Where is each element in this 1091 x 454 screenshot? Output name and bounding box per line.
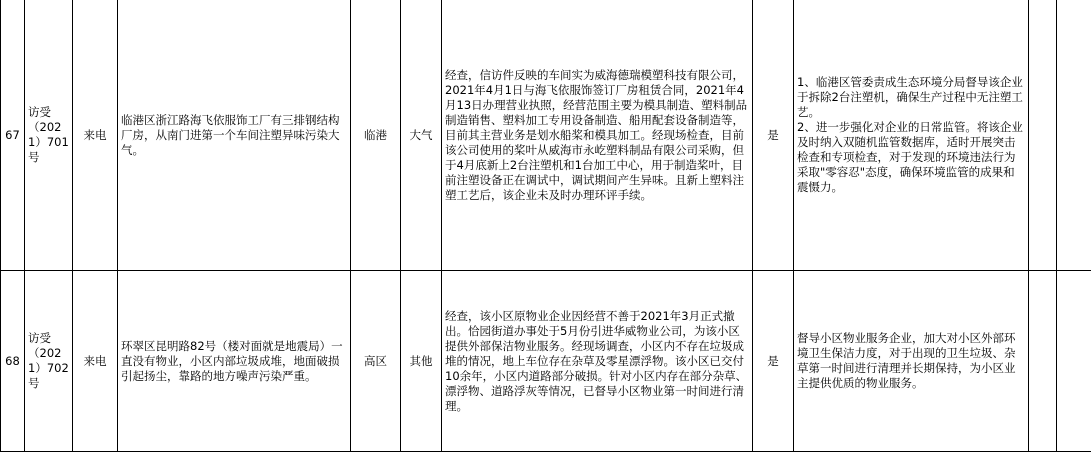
table-row [1, 0, 1091, 271]
case-channel: 来电 [73, 271, 118, 452]
case-source: 访受（2021）701号 [25, 0, 73, 271]
investigation-result: 经查，该小区原物业企业因经营不善于2021年3月正式撤出。恰园街道办事处于5月份引进华威物业公司，为该小区提供外部保洁物业服务。经现场调查，小区内不存在垃圾成堆的情况，地上车位存在杂草及零星漂浮物。该小区已交付10余年，小区内道路部分破损。针对小区内存在部分杂草、漂浮物、道路浮灰等情况，已督导小区物业第一时间进行清理。 [442, 271, 753, 452]
blank-cell [1029, 0, 1057, 271]
handling-measures: 1、临港区管委责成生态环境分局督导该企业于拆除2台注塑机，确保生产过程中无注塑工艺。 2、进一步强化对企业的日常监管。将该企业及时纳入双随机监管数据库，适时开展突击检查和专项检查，对于发现的环境违法行为采取"零容忍"态度，确保环境监管的成果和震慑力。 [794, 0, 1029, 271]
complaint-content: 临港区浙江路海飞依服饰工厂有三排钢结构厂房，从南门进第一个车间注塑异味污染大气。 [118, 0, 351, 271]
blank-cell [1057, 271, 1091, 452]
district: 临港 [351, 0, 401, 271]
verified-status: 是 [753, 271, 794, 452]
case-source: 访受（2021）702号 [25, 271, 73, 452]
case-channel: 来电 [73, 0, 118, 271]
table-row [1, 271, 1091, 452]
complaint-content: 环翠区昆明路82号（楼对面就是地震局）一直没有物业，小区内部垃圾成堆，地面破损引起扬尘，靠路的地方噪声污染严重。 [118, 271, 351, 452]
district: 高区 [351, 271, 401, 452]
row-number: 68 [1, 271, 25, 452]
verified-status: 是 [753, 0, 794, 271]
investigation-result: 经查，信访件反映的车间实为威海德瑞模塑科技有限公司，2021年4月1日与海飞依服饰签订厂房租赁合同，2021年4月13日办理营业执照，经营范围主要为模具制造、塑料制品制造销售、塑料加工专用设备制造、船用配套设备制造等，目前其主营业务是划水船桨和模具加工。经现场检查，目前该公司使用的桨叶从威海市永屹塑料制品有限公司采购，但于4月底新上2台注塑机和1台加工中心，用于制造桨叶，目前注塑设备正在调试中，调试期间产生异味。且新上塑料注塑工艺后，该企业未及时办理环评手续。 [442, 0, 753, 271]
pollution-type: 其他 [401, 271, 442, 452]
handling-measures: 督导小区物业服务企业，加大对小区外部环境卫生保洁力度，对于出现的卫生垃圾、杂草第一时间进行清理并长期保持，为小区业主提供优质的物业服务。 [794, 271, 1029, 452]
pollution-type: 大气 [401, 0, 442, 271]
blank-cell [1057, 0, 1091, 271]
blank-cell [1029, 271, 1057, 452]
row-number: 67 [1, 0, 25, 271]
